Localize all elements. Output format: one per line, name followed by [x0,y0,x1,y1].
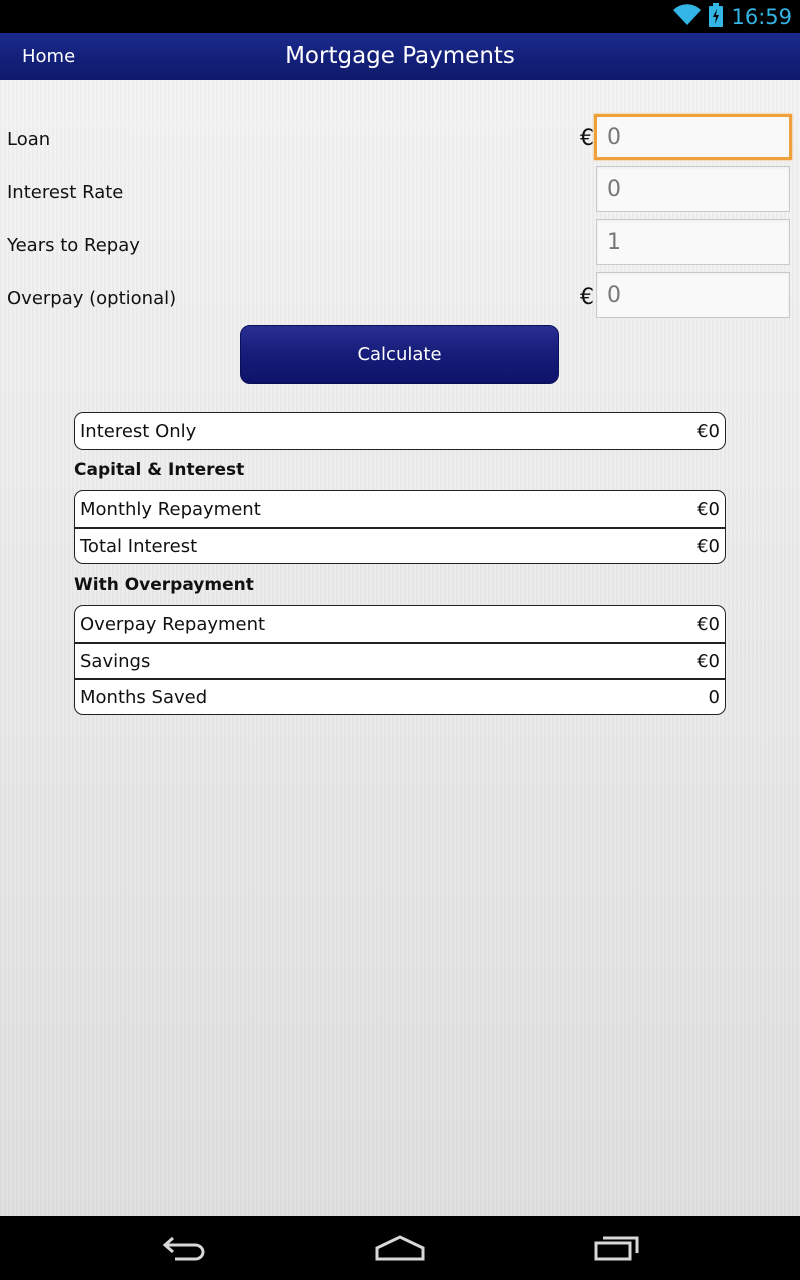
result-row-interest-only [75,413,725,449]
result-row-overpay-repayment [75,606,725,642]
result-value: €0 [697,420,720,442]
interest-only-box [74,412,726,450]
loan-currency: € [580,126,594,151]
result-label: Overpay Repayment [80,613,266,635]
clock: 16:59 [731,5,792,29]
result-row-monthly-repayment [75,491,725,527]
status-bar [0,0,800,33]
recent-apps-icon [593,1234,641,1262]
recent-apps-button[interactable] [557,1216,677,1280]
calculate-button[interactable]: Calculate [240,325,559,384]
result-row-savings [75,642,725,678]
years-to-repay-label: Years to Repay [7,235,140,256]
battery-icon [709,3,723,31]
page-title: Mortgage Payments [285,43,515,69]
years-to-repay-input[interactable] [596,219,790,265]
overpay-label: Overpay (optional) [7,288,177,309]
capital-interest-heading: Capital & Interest [74,460,245,480]
result-label: Interest Only [80,420,197,442]
result-value: €0 [697,535,720,557]
result-label: Monthly Repayment [80,498,261,520]
back-button[interactable] [124,1216,244,1280]
overpay-currency: € [580,285,594,310]
wifi-icon [673,4,701,30]
home-icon [374,1234,426,1262]
result-value: €0 [697,613,720,635]
result-value: €0 [697,498,720,520]
result-row-total-interest [75,527,725,563]
overpay-input[interactable] [596,272,790,318]
result-label: Months Saved [80,686,208,708]
result-row-months-saved [75,678,725,714]
back-icon [161,1234,207,1262]
navigation-bar [0,1216,800,1280]
interest-rate-label: Interest Rate [7,182,124,203]
app-bar [0,33,800,80]
capital-interest-box [74,490,726,564]
with-overpayment-heading: With Overpayment [74,575,254,595]
result-value: 0 [708,686,720,708]
result-label: Total Interest [80,535,198,557]
interest-rate-input[interactable] [596,166,790,212]
result-value: €0 [697,650,720,672]
nav-home-button[interactable] [340,1216,460,1280]
result-label: Savings [80,650,151,672]
loan-label: Loan [7,129,51,150]
loan-input[interactable] [594,114,792,160]
home-button[interactable]: Home [22,46,76,67]
with-overpayment-box [74,605,726,715]
